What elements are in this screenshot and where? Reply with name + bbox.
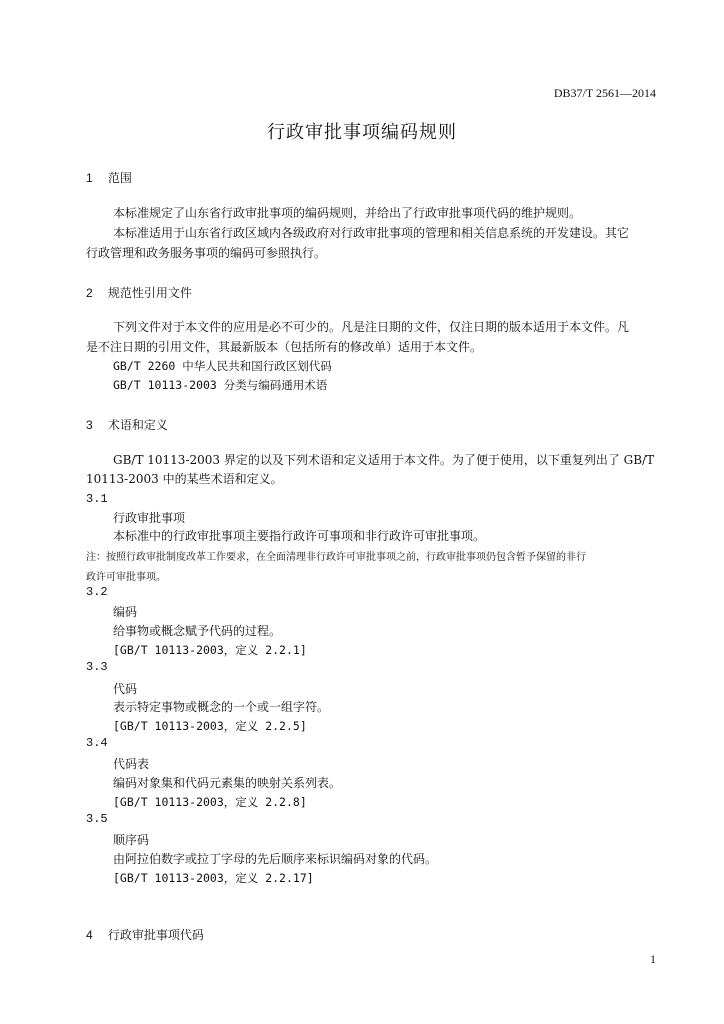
section-number: 3 xyxy=(86,418,93,432)
section-number: 2 xyxy=(86,286,93,300)
term-definition: 给事物或概念赋予代码的过程。 xyxy=(113,624,282,638)
document-code: DB37/T 2561—2014 xyxy=(553,86,656,100)
term-number: 3.1 xyxy=(86,492,108,506)
section-3-heading xyxy=(86,416,168,433)
terms-intro: GB/T 10113-2003 界定的以及下列术语和定义适用于本文件。为了便于使用，以下重复列出了 GB/T xyxy=(113,453,655,467)
term-note: 注：按照行政审批制度改革工作要求，在全面清理非行政许可审批事项之前，行政审批事项仍包含暂予保留的非行 xyxy=(86,552,586,563)
section-1-heading xyxy=(86,169,132,186)
refs-paragraph: 下列文件对于本文件的应用是必不可少的。凡是注日期的文件，仅注日期的版本适用于本文件。凡 xyxy=(113,320,630,334)
term-number: 3.5 xyxy=(86,812,108,826)
scope-paragraph-2: 本标准适用于山东省行政区域内各级政府对行政审批事项的管理和相关信息系统的开发建设。其它 xyxy=(113,226,630,240)
section-2-heading xyxy=(86,284,192,301)
document-title: 行政审批事项编码规则 xyxy=(267,122,457,143)
term-definition: 本标准中的行政审批事项主要指行政许可事项和非行政许可审批事项。 xyxy=(113,529,486,543)
term-definition: 由阿拉伯数字或拉丁字母的先后顺序来标识编码对象的代码。 xyxy=(113,852,438,866)
scope-paragraph-1: 本标准规定了山东省行政审批事项的编码规则，并给出了行政审批事项代码的维护规则。 xyxy=(113,206,582,220)
section-title: 范围 xyxy=(107,171,132,185)
section-4-heading xyxy=(86,926,204,943)
term-definition: 表示特定事物或概念的一个或一组字符。 xyxy=(113,700,330,714)
terms-intro-cont: 10113-2003 中的某些术语和定义。 xyxy=(86,472,283,486)
term-number: 3.2 xyxy=(86,585,108,599)
section-title: 术语和定义 xyxy=(107,418,168,432)
term-source: [GB/T 10113-2003，定义 2.2.17] xyxy=(113,871,314,885)
term-source: [GB/T 10113-2003，定义 2.2.1] xyxy=(113,643,307,657)
term-source: [GB/T 10113-2003，定义 2.2.5] xyxy=(113,719,307,733)
page-number: 1 xyxy=(650,952,656,966)
section-title: 规范性引用文件 xyxy=(107,286,192,300)
term-definition: 编码对象集和代码元素集的映射关系列表。 xyxy=(113,776,342,790)
section-title: 行政审批事项代码 xyxy=(107,928,204,942)
term-note-cont: 政许可审批事项。 xyxy=(86,572,166,583)
term-name: 顺序码 xyxy=(113,833,150,847)
term-number: 3.4 xyxy=(86,736,108,750)
term-name: 代码 xyxy=(113,682,138,696)
term-number: 3.3 xyxy=(86,660,108,674)
term-name: 编码 xyxy=(113,605,138,619)
reference-item: GB/T 10113-2003 分类与编码通用术语 xyxy=(113,378,328,392)
reference-item: GB/T 2260 中华人民共和国行政区划代码 xyxy=(113,359,332,373)
refs-paragraph-cont: 是不注日期的引用文件，其最新版本（包括所有的修改单）适用于本文件。 xyxy=(86,340,483,354)
term-name: 行政审批事项 xyxy=(113,511,186,525)
section-number: 1 xyxy=(86,171,93,185)
term-name: 代码表 xyxy=(113,757,150,771)
section-number: 4 xyxy=(86,928,93,942)
scope-paragraph-2-cont: 行政管理和政务服务事项的编码可参照执行。 xyxy=(86,246,327,260)
term-source: [GB/T 10113-2003，定义 2.2.8] xyxy=(113,795,307,809)
